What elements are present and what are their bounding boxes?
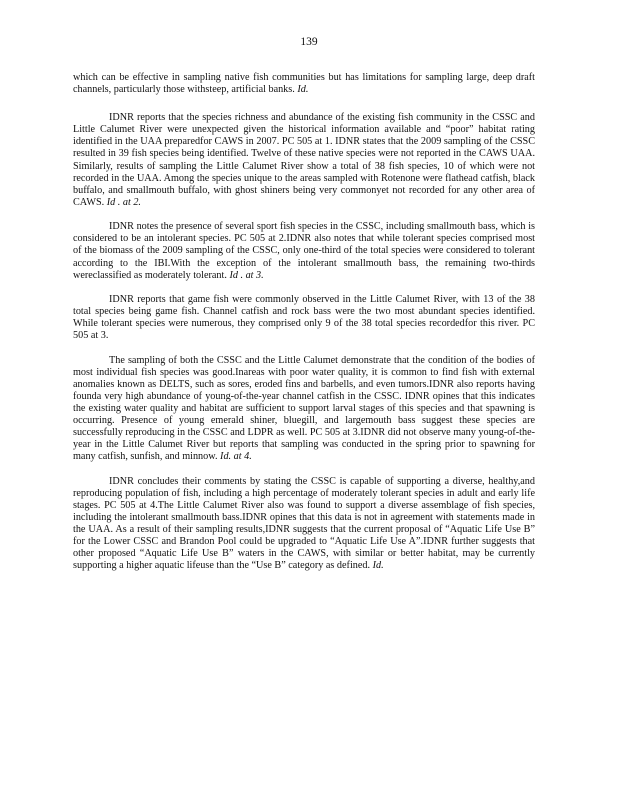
citation: Id. (297, 84, 309, 96)
paragraph-6 (73, 476, 535, 573)
citation: Id. at 4. (220, 451, 252, 463)
paragraph-2 (73, 112, 535, 209)
paragraph-text: which can be effective in sampling native fish communities but has limitations for sampling large, deep draft channels, particularly those withsteep, artificial banks. (73, 72, 535, 96)
paragraph-5 (73, 355, 535, 464)
paragraph-text: IDNR notes the presence of several sport fish species in the CSSC, including smallmouth bass, which is considered to be an intolerant species. PC 505 at 2.IDNR also notes that while tolerant species comprised most of the biomass of the 2009 sampling of the CSSC, only one-third of the total species were considered to tolerant according to the IBI.With the exception of the intolerant smallmouth bass, the remaining two-thirds wereclassified as moderately tolerant. (73, 221, 535, 281)
citation: Id. (372, 560, 384, 572)
page-number: 139 (300, 36, 318, 48)
paragraph-text: The sampling of both the CSSC and the Little Calumet demonstrate that the condition of the bodies of most individual fish species was good.Inareas with poor water quality, it is common to find fish with external anomalies known as DELTS, such as sores, eroded fins and barbells, and even tumors.IDNR also reports having founda very high abundance of young-of-the-year channel catfish in the CSSC. IDNR opines that this indicates the existing water quality and habitat are sufficient to support larval stages of this species and that spawning is occurring. Presence of young emerald shiner, bluegill, and largemouth bass suggest these species are successfully reproducing in the CSSC and LDPR as well. PC 505 at 3.IDNR did not observe many young-of-the-year in the Little Calumet River but reports that sampling was conducted in the spring prior to spawning for many catfish, sunfish, and minnow. (73, 354, 535, 463)
citation: Id . at 2. (106, 196, 141, 208)
paragraph-1 (73, 72, 535, 96)
paragraph-4 (73, 294, 535, 342)
body-text (73, 72, 535, 585)
paragraph-text: IDNR reports that game fish were commonly observed in the Little Calumet River, with 13 of the 38 total species being game fish. Channel catfish and rock bass were the two most abundant species identified. While tolerant species were numerous, they comprised only 9 of the 38 total species recordedfor this river. PC 505 at 3. (73, 294, 535, 342)
paragraph-3 (73, 221, 535, 281)
paragraph-text: IDNR concludes their comments by stating the CSSC is capable of supporting a diverse, healthy,and reproducing population of fish, including a high percentage of moderately tolerant species in adult and early life stages. PC 505 at 4.The Little Calumet River also was found to support a diverse assemblage of fish species, including the intolerant smallmouth bass.IDNR opines that this data is not in agreement with statements made in the UAA. As a result of their sampling results,IDNR suggests that the current proposal of “Aquatic Life Use B” for the Lower CSSC and Brandon Pool could be upgraded to “Aquatic Life Use A”.IDNR further suggests that other proposed “Aquatic Life Use B” waters in the CAWS, with similar or better habitat, may be currently supporting a higher aquatic lifeuse than the “Use B” category as defined. (73, 475, 535, 572)
citation: Id . at 3. (229, 269, 264, 281)
paragraph-text: IDNR reports that the species richness and abundance of the existing fish community in the CSSC and Little Calumet River were unexpected given the historical information available and “poor” habitat rating identified in the UAA preparedfor CAWS in 2007. PC 505 at 1. IDNR states that the 2009 sampling of the CSSC resulted in 39 fish species being identified. Twelve of these native species were not reported in the CAWS UAA. Similarly, results of sampling the Little Calumet River show a total of 38 fish species, 10 of which were not recorded in the UAA. Among the species unique to the areas sampled with Rotenone were flathead catfish, black buffalo, and smallmouth buffalo, with ghost shiners being very commonyet not recorded for any other area of CAWS. (73, 112, 535, 208)
